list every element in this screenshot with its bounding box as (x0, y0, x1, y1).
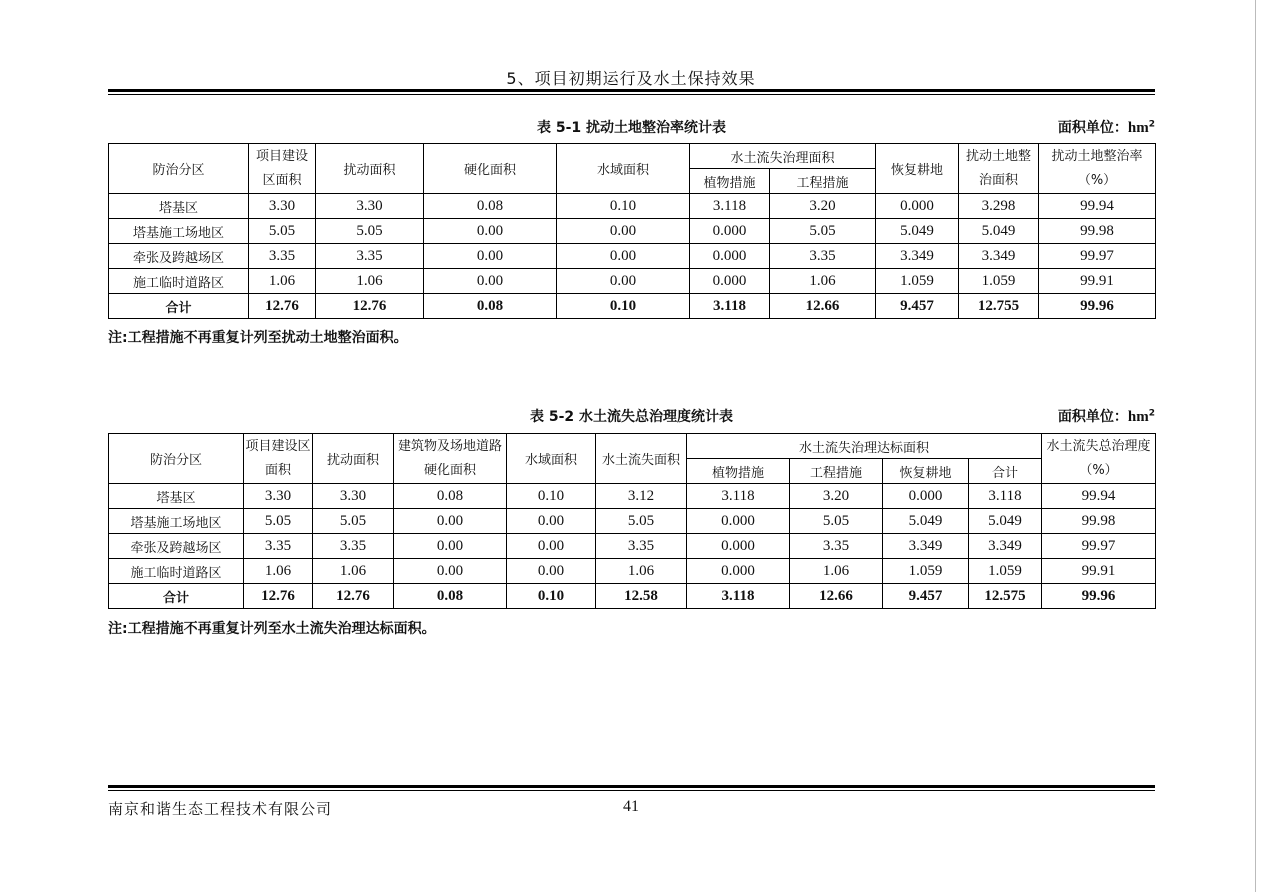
table1-header-treated-area: 扰动土地整 治面积 (959, 144, 1039, 194)
value-cell: 0.10 (507, 584, 596, 609)
table2-header-zone: 防治分区 (109, 434, 244, 484)
value-cell: 0.10 (557, 194, 690, 219)
value-cell: 12.58 (596, 584, 687, 609)
row-label-cell: 塔基施工场地区 (109, 509, 244, 534)
table-row (109, 244, 1156, 269)
table2-header-engineering: 工程措施 (790, 459, 883, 484)
value-cell: 0.00 (507, 509, 596, 534)
footer-rule-thin (108, 790, 1155, 791)
table1-header-plant: 植物措施 (690, 169, 770, 194)
value-cell: 0.00 (394, 534, 507, 559)
value-cell: 0.08 (424, 294, 557, 319)
value-cell: 0.00 (557, 269, 690, 294)
value-cell: 3.35 (790, 534, 883, 559)
value-cell: 3.118 (687, 484, 790, 509)
value-cell: 0.10 (507, 484, 596, 509)
row-label-cell: 施工临时道路区 (109, 269, 249, 294)
table1-header-zone: 防治分区 (109, 144, 249, 194)
value-cell: 99.91 (1042, 559, 1156, 584)
row-label-cell: 合计 (109, 294, 249, 319)
table-row (109, 219, 1156, 244)
value-cell: 99.97 (1042, 534, 1156, 559)
value-cell: 1.06 (313, 559, 394, 584)
value-cell: 0.00 (557, 244, 690, 269)
value-cell: 5.05 (790, 509, 883, 534)
value-cell: 0.000 (690, 219, 770, 244)
table-row (109, 484, 1156, 509)
footer-rule-thick (108, 785, 1155, 788)
table1-unit-sup: 2 (1148, 119, 1155, 130)
table2-header-standard-group: 水土流失治理达标面积 (687, 434, 1042, 459)
value-cell: 1.059 (876, 269, 959, 294)
table2-header-subtotal: 合计 (969, 459, 1042, 484)
table2-header-building-area: 建筑物及场地道路 硬化面积 (394, 434, 507, 484)
value-cell: 3.118 (690, 194, 770, 219)
value-cell: 0.000 (690, 244, 770, 269)
header-rule-thin (108, 94, 1155, 95)
table2-unit (1058, 406, 1155, 426)
value-cell: 9.457 (883, 584, 969, 609)
value-cell: 3.30 (313, 484, 394, 509)
value-cell: 99.96 (1039, 294, 1156, 319)
value-cell: 5.05 (313, 509, 394, 534)
table1-note: 注:工程措施不再重复计列至扰动土地整治面积。 (108, 330, 408, 346)
value-cell: 3.20 (790, 484, 883, 509)
header-rule-thick (108, 89, 1155, 92)
row-label-cell: 牵张及跨越场区 (109, 534, 244, 559)
table2-header-project-area: 项目建设区 面积 (244, 434, 313, 484)
row-label-cell: 施工临时道路区 (109, 559, 244, 584)
table1-header-water-area: 水域面积 (557, 144, 690, 194)
value-cell: 1.06 (244, 559, 313, 584)
row-label-cell: 塔基施工场地区 (109, 219, 249, 244)
table-row (109, 509, 1156, 534)
value-cell: 1.059 (883, 559, 969, 584)
value-cell: 0.00 (394, 559, 507, 584)
value-cell: 1.059 (969, 559, 1042, 584)
value-cell: 99.96 (1042, 584, 1156, 609)
value-cell: 5.05 (244, 509, 313, 534)
value-cell: 12.66 (790, 584, 883, 609)
value-cell: 5.049 (959, 219, 1039, 244)
value-cell: 3.35 (244, 534, 313, 559)
value-cell: 0.000 (883, 484, 969, 509)
value-cell: 0.00 (424, 219, 557, 244)
value-cell: 0.00 (394, 509, 507, 534)
value-cell: 12.575 (969, 584, 1042, 609)
table2-header-farmland: 恢复耕地 (883, 459, 969, 484)
value-cell: 3.30 (249, 194, 316, 219)
table1-caption-row (108, 115, 1155, 137)
value-cell: 3.349 (959, 244, 1039, 269)
table2-header-disturbed-area: 扰动面积 (313, 434, 394, 484)
value-cell: 99.94 (1039, 194, 1156, 219)
table2-caption: 表 5-2 水土流失总治理度统计表 (529, 409, 734, 425)
value-cell: 5.05 (596, 509, 687, 534)
table2-erosion-control (108, 433, 1156, 609)
value-cell: 3.35 (596, 534, 687, 559)
page-edge-line (1255, 0, 1256, 892)
table1-unit (1058, 117, 1155, 137)
row-label-cell: 塔基区 (109, 484, 244, 509)
value-cell: 3.349 (969, 534, 1042, 559)
table2-header-row-1 (109, 434, 1156, 459)
value-cell: 3.349 (876, 244, 959, 269)
value-cell: 12.76 (249, 294, 316, 319)
value-cell: 99.98 (1042, 509, 1156, 534)
value-cell: 3.12 (596, 484, 687, 509)
table-total-row (109, 294, 1156, 319)
value-cell: 5.05 (316, 219, 424, 244)
value-cell: 1.06 (596, 559, 687, 584)
value-cell: 0.000 (876, 194, 959, 219)
value-cell: 0.00 (557, 219, 690, 244)
table1-land-rehabilitation (108, 143, 1156, 319)
table1-unit-value: hm (1127, 120, 1149, 136)
value-cell: 3.35 (316, 244, 424, 269)
value-cell: 0.000 (687, 559, 790, 584)
value-cell: 99.94 (1042, 484, 1156, 509)
value-cell: 0.000 (690, 269, 770, 294)
row-label-cell: 牵张及跨越场区 (109, 244, 249, 269)
page-number: 41 (623, 798, 639, 815)
value-cell: 5.049 (876, 219, 959, 244)
value-cell: 1.06 (316, 269, 424, 294)
value-cell: 0.00 (507, 559, 596, 584)
table-total-row (109, 584, 1156, 609)
value-cell: 3.118 (687, 584, 790, 609)
value-cell: 3.35 (770, 244, 876, 269)
value-cell: 0.000 (687, 509, 790, 534)
table2-header-degree: 水土流失总治理度 （%） (1042, 434, 1156, 484)
value-cell: 3.118 (969, 484, 1042, 509)
table1-header-row-1 (109, 144, 1156, 169)
value-cell: 9.457 (876, 294, 959, 319)
value-cell: 5.049 (969, 509, 1042, 534)
table-row (109, 559, 1156, 584)
value-cell: 5.05 (770, 219, 876, 244)
value-cell: 0.08 (424, 194, 557, 219)
value-cell: 1.06 (249, 269, 316, 294)
value-cell: 0.08 (394, 584, 507, 609)
table2-header-plant: 植物措施 (687, 459, 790, 484)
table1-header-erosion-group: 水土流失治理面积 (690, 144, 876, 169)
value-cell: 12.755 (959, 294, 1039, 319)
table-row (109, 194, 1156, 219)
value-cell: 3.35 (249, 244, 316, 269)
table-row (109, 269, 1156, 294)
value-cell: 3.35 (313, 534, 394, 559)
footer-company: 南京和谐生态工程技术有限公司 (108, 800, 333, 818)
value-cell: 99.91 (1039, 269, 1156, 294)
value-cell: 3.30 (244, 484, 313, 509)
running-header-title: 5、项目初期运行及水土保持效果 (506, 69, 756, 88)
value-cell: 5.049 (883, 509, 969, 534)
value-cell: 0.10 (557, 294, 690, 319)
row-label-cell: 塔基区 (109, 194, 249, 219)
table1-header-project-area: 项目建设 区面积 (249, 144, 316, 194)
value-cell: 1.059 (959, 269, 1039, 294)
table2-caption-row (108, 404, 1155, 426)
value-cell: 99.98 (1039, 219, 1156, 244)
table2-header-erosion-area: 水土流失面积 (596, 434, 687, 484)
table-row (109, 534, 1156, 559)
value-cell: 12.76 (313, 584, 394, 609)
table2-note: 注:工程措施不再重复计列至水土流失治理达标面积。 (108, 621, 436, 637)
table1-header-rate: 扰动土地整治率 （%） (1039, 144, 1156, 194)
value-cell: 12.76 (316, 294, 424, 319)
row-label-cell: 合计 (109, 584, 244, 609)
table1-header-disturbed-area: 扰动面积 (316, 144, 424, 194)
table1-header-farmland: 恢复耕地 (876, 144, 959, 194)
table2-unit-sup: 2 (1148, 408, 1155, 419)
table1-unit-label: 面积单位： (1057, 120, 1128, 136)
table1-header-hardened-area: 硬化面积 (424, 144, 557, 194)
table2-unit-label: 面积单位： (1057, 409, 1128, 425)
value-cell: 0.000 (687, 534, 790, 559)
value-cell: 3.298 (959, 194, 1039, 219)
value-cell: 3.118 (690, 294, 770, 319)
table2-header-water-area: 水域面积 (507, 434, 596, 484)
table1-caption: 表 5-1 扰动土地整治率统计表 (536, 120, 727, 136)
value-cell: 3.349 (883, 534, 969, 559)
value-cell: 12.76 (244, 584, 313, 609)
value-cell: 5.05 (249, 219, 316, 244)
table2-unit-value: hm (1127, 409, 1149, 425)
value-cell: 0.00 (507, 534, 596, 559)
table1-header-engineering: 工程措施 (770, 169, 876, 194)
value-cell: 3.20 (770, 194, 876, 219)
value-cell: 99.97 (1039, 244, 1156, 269)
value-cell: 1.06 (770, 269, 876, 294)
value-cell: 0.08 (394, 484, 507, 509)
value-cell: 0.00 (424, 244, 557, 269)
value-cell: 3.30 (316, 194, 424, 219)
value-cell: 1.06 (790, 559, 883, 584)
value-cell: 12.66 (770, 294, 876, 319)
value-cell: 0.00 (424, 269, 557, 294)
